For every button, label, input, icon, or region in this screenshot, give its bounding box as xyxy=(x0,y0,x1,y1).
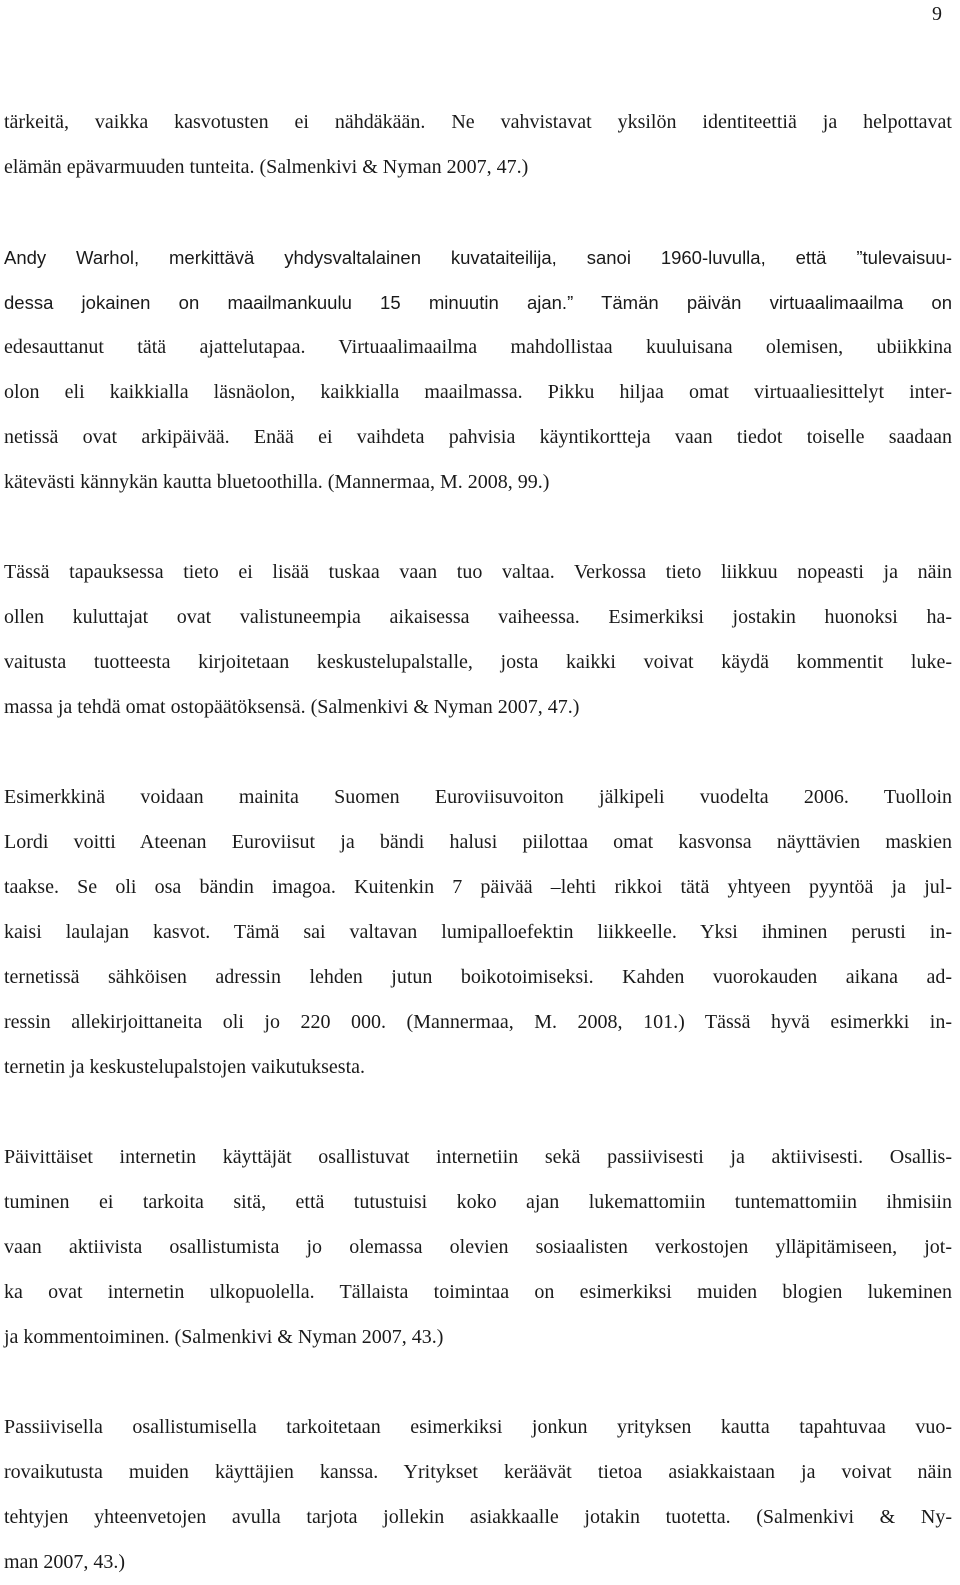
text-line: Passiivisella osallistumisella tarkoitetaan esimerkiksi jonkun yrityksen kautta tapahtuvaa vuo- xyxy=(4,1416,952,1438)
paragraph-gap xyxy=(4,1360,952,1405)
paragraph-2 xyxy=(4,235,952,505)
text-line: elämän epävarmuuden tunteita. (Salmenkivi & Nyman 2007, 47.) xyxy=(4,156,529,178)
page-number: 9 xyxy=(932,3,942,25)
text-line: vaitusta tuotteesta kirjoitetaan keskustelupalstalle, josta kaikki voivat käydä kommentit luke- xyxy=(4,651,952,673)
text-line: kätevästi kännykän kautta bluetoothilla. (Mannermaa, M. 2008, 99.) xyxy=(4,471,550,493)
text-line: Tässä tapauksessa tieto ei lisää tuskaa vaan tuo valtaa. Verkossa tieto liikkuu nopeasti ja näin xyxy=(4,561,952,583)
paragraph-gap xyxy=(4,1090,952,1135)
text-line: dessa jokainen on maailmankuulu 15 minuutin ajan.” Tämän päivän virtuaalimaailma on xyxy=(4,292,952,313)
text-line: man 2007, 43.) xyxy=(4,1551,126,1573)
paragraph-4 xyxy=(4,775,952,1090)
text-line: netissä ovat arkipäivää. Enää ei vaihdeta pahvisia käyntikortteja vaan tiedot toiselle saadaan xyxy=(4,426,952,448)
text-line: tuminen ei tarkoita sitä, että tutustuisi koko ajan lukemattomiin tuntemattomiin ihmisiin xyxy=(4,1191,952,1213)
text-line: kaisi laulajan kasvot. Tämä sai valtavan lumipalloefektin liikkeelle. Yksi ihminen perusti in- xyxy=(4,921,952,943)
text-line: Esimerkkinä voidaan mainita Suomen Euroviisuvoiton jälkipeli vuodelta 2006. Tuolloin xyxy=(4,786,952,808)
text-line: edesauttanut tätä ajattelutapaa. Virtuaalimaailma mahdollistaa kuuluisana olemisen, ubiikkina xyxy=(4,336,952,358)
text-line: rovaikutusta muiden käyttäjien kanssa. Yritykset keräävät tietoa asiakkaistaan ja voivat näin xyxy=(4,1461,952,1483)
text-line: ollen kuluttajat ovat valistuneempia aikaisessa vaiheessa. Esimerkiksi jostakin huonoksi ha- xyxy=(4,606,952,628)
text-line: olon eli kaikkialla läsnäolon, kaikkialla maailmassa. Pikku hiljaa omat virtuaaliesittelyt inter- xyxy=(4,381,952,403)
text-line: Päivittäiset internetin käyttäjät osallistuvat internetiin sekä passiivisesti ja aktiivisesti. Osallis- xyxy=(4,1146,952,1168)
body-text xyxy=(4,100,952,1585)
paragraph-gap xyxy=(4,505,952,550)
text-line: Lordi voitti Ateenan Euroviisut ja bändi halusi piilottaa omat kasvonsa näyttävien maskien xyxy=(4,831,952,853)
text-line: ternetin ja keskustelupalstojen vaikutuksesta. xyxy=(4,1056,366,1078)
paragraph-5 xyxy=(4,1135,952,1360)
text-line: massa ja tehdä omat ostopäätöksensä. (Salmenkivi & Nyman 2007, 47.) xyxy=(4,696,580,718)
text-line: tärkeitä, vaikka kasvotusten ei nähdäkään. Ne vahvistavat yksilön identiteettiä ja helpottavat xyxy=(4,111,952,133)
text-line: ka ovat internetin ulkopuolella. Tällaista toimintaa on esimerkiksi muiden blogien lukeminen xyxy=(4,1281,952,1303)
paragraph-gap xyxy=(4,730,952,775)
paragraph-3 xyxy=(4,550,952,730)
text-line: tehtyjen yhteenvetojen avulla tarjota jollekin asiakkaalle jotakin tuotetta. (Salmenkivi & Ny- xyxy=(4,1506,952,1528)
text-line: ternetissä sähköisen adressin lehden jutun boikotoimiseksi. Kahden vuorokauden aikana ad- xyxy=(4,966,952,988)
text-line: Andy Warhol, merkittävä yhdysvaltalainen kuvataiteilija, sanoi 1960-luvulla, että ”tulevaisuu- xyxy=(4,247,952,268)
text-line: taakse. Se oli osa bändin imagoa. Kuitenkin 7 päivää –lehti rikkoi tätä yhtyeen pyyntöä ja jul- xyxy=(4,876,952,898)
paragraph-1 xyxy=(4,100,952,190)
text-line: ja kommentoiminen. (Salmenkivi & Nyman 2007, 43.) xyxy=(4,1326,444,1348)
text-line: ressin allekirjoittaneita oli jo 220 000. (Mannermaa, M. 2008, 101.) Tässä hyvä esimerkki in- xyxy=(4,1011,952,1033)
text-line: vaan aktiivista osallistumista jo olemassa olevien sosiaalisten verkostojen ylläpitämiseen, jot- xyxy=(4,1236,952,1258)
paragraph-gap xyxy=(4,190,952,235)
paragraph-6 xyxy=(4,1405,952,1585)
